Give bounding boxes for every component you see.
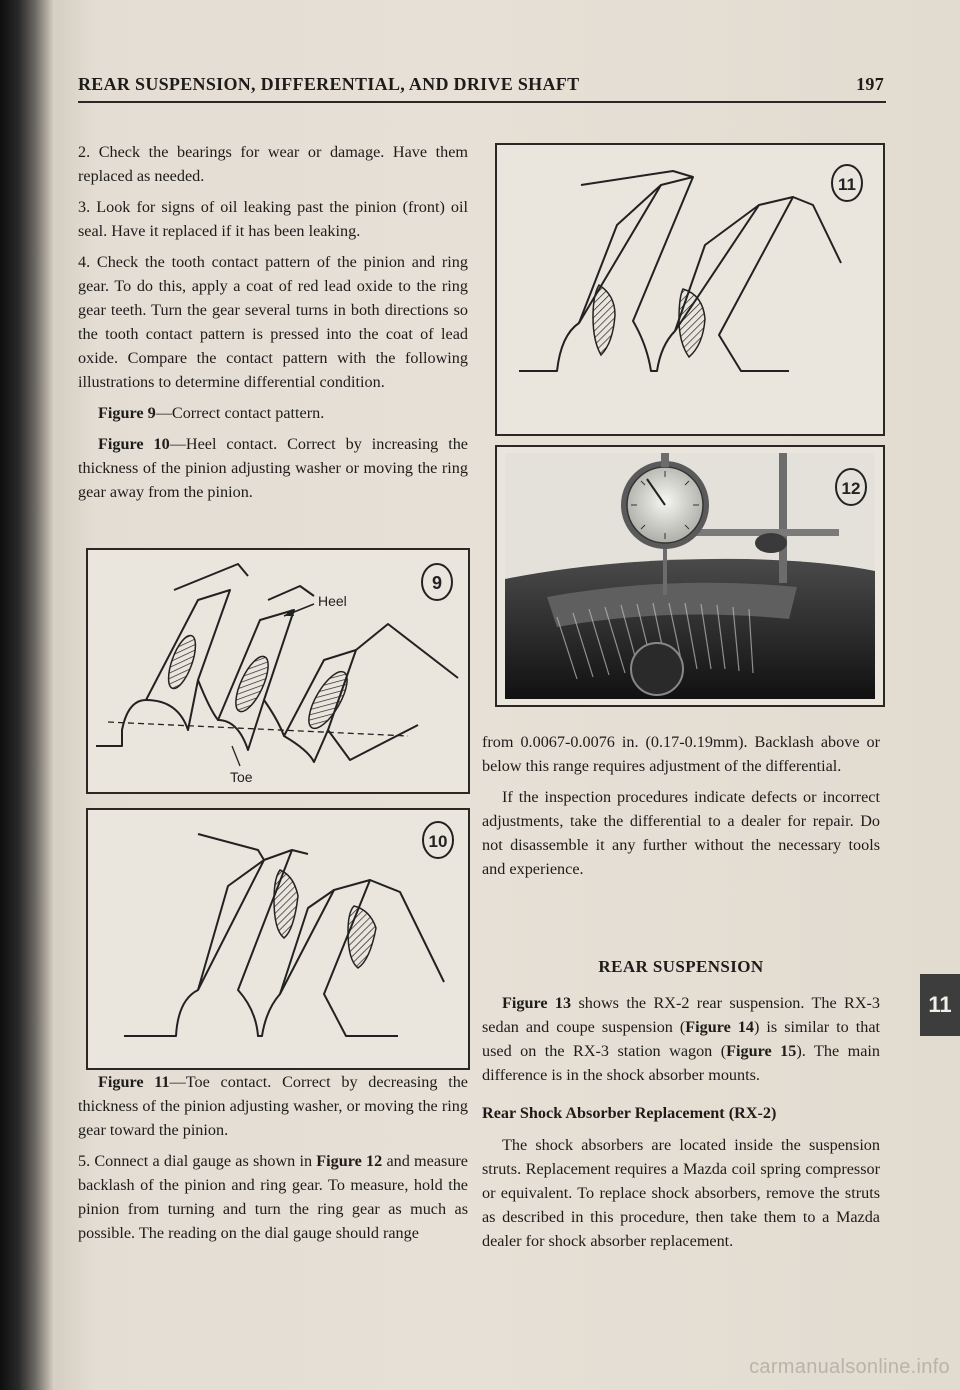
figure-11-toe-contact-diagram (495, 143, 885, 436)
figure-10-drawing (88, 810, 468, 1068)
figure-10-caption-text: —Heel contact. Correct by increasing the thickness of the pinion adjusting washer or moving the ring gear away from the pinion. (78, 435, 468, 501)
page-header (78, 74, 898, 98)
figure-10-ref: Figure 10 (98, 435, 170, 453)
section-heading-rear-suspension: REAR SUSPENSION (598, 957, 764, 976)
heel-label: Heel (318, 593, 347, 609)
watermark-text: carmanualsonline.info (749, 1356, 950, 1378)
figure-9-number: 9 (431, 573, 443, 593)
figure-11-drawing (497, 145, 883, 434)
page-number: 197 (856, 74, 884, 94)
rear-suspension-text-b: ) is similar to that used on the RX-3 station wagon ( (482, 1018, 880, 1060)
figure-10-caption (78, 432, 468, 504)
shock-absorber-paragraph: The shock absorbers are located inside the suspension struts. Replacement requires a Mazda coil spring compressor or equivalent. To replace shock absorbers, remove the struts as described in this procedure, then take them to a Mazda dealer for shock absorber replacement. (482, 1136, 880, 1250)
toe-label: Toe (230, 769, 253, 785)
figure-11-caption (78, 1070, 468, 1142)
rear-suspension-paragraph (482, 991, 880, 1087)
step-5-text-a: 5. Connect a dial gauge as shown in (78, 1152, 317, 1170)
backlash-continued-paragraph: from 0.0067-0.0076 in. (0.17-0.19mm). Backlash above or below this range requires adjustment of the differential. (482, 733, 880, 775)
figure-9-drawing (88, 550, 468, 792)
figure-11-ref: Figure 11 (98, 1073, 170, 1091)
figure-10-heel-contact-diagram (86, 808, 470, 1070)
figure-9-heel-toe-diagram (86, 548, 470, 794)
inspection-paragraph: If the inspection procedures indicate defects or incorrect adjustments, take the differential to a dealer for repair. Do not disassemble it any further without the necessary tools and experience. (482, 788, 880, 878)
rear-suspension-text-a: shows the RX-2 rear suspension. The RX-3 sedan and coupe suspension ( (482, 994, 880, 1036)
step-5-paragraph (78, 1149, 468, 1245)
step-4-paragraph: 4. Check the tooth contact pattern of the pinion and ring gear. To do this, apply a coat of red lead oxide to the ring gear teeth. Turn the gear several turns in both directions so the tooth contact pattern is pressed into the coat of lead oxide. Compare the contact pattern with the following illustrations to determine differential condition. (78, 253, 468, 391)
figure-12-number: 12 (841, 479, 861, 498)
figure-9-caption-text: —Correct contact pattern. (155, 404, 325, 422)
figure-9-caption (78, 401, 468, 425)
figure-11-number: 11 (838, 175, 856, 194)
step-5-text-b: and measure backlash of the pinion and ring gear. To measure, hold the pinion from turning and turn the ring gear as much as possible. The reading on the dial gauge should range (78, 1152, 468, 1242)
figure-12-drawing (497, 447, 883, 705)
figure-12-dial-gauge-photo (495, 445, 885, 707)
figure-11-caption-text: —Toe contact. Correct by decreasing the thickness of the pinion adjusting washer, or moving the ring gear toward the pinion. (78, 1073, 468, 1139)
left-column-text (78, 140, 468, 511)
figure-13-ref: Figure 13 (502, 994, 572, 1012)
left-column-lower-text (78, 1070, 468, 1252)
header-title: REAR SUSPENSION, DIFFERENTIAL, AND DRIVE SHAFT (78, 74, 580, 94)
step-3-paragraph: 3. Look for signs of oil leaking past the pinion (front) oil seal. Have it replaced if it has been leaking. (78, 198, 468, 240)
book-binding-shadow (0, 0, 55, 1390)
rear-suspension-section (482, 955, 880, 1260)
step-2-paragraph: 2. Check the bearings for wear or damage. Have them replaced as needed. (78, 143, 468, 185)
figure-10-number: 10 (428, 832, 448, 851)
figure-9-ref: Figure 9 (98, 404, 156, 422)
right-column-text (482, 730, 880, 888)
chapter-tab: 11 (920, 974, 960, 1036)
subsection-heading-shock-replacement: Rear Shock Absorber Replacement (RX-2) (482, 1104, 777, 1122)
figure-15-ref: Figure 15 (726, 1042, 797, 1060)
figure-14-ref: Figure 14 (685, 1018, 755, 1036)
figure-12-ref: Figure 12 (316, 1152, 383, 1170)
header-rule (78, 101, 886, 103)
rear-suspension-text-c: ). The main difference is in the shock absorber mounts. (482, 1042, 880, 1084)
